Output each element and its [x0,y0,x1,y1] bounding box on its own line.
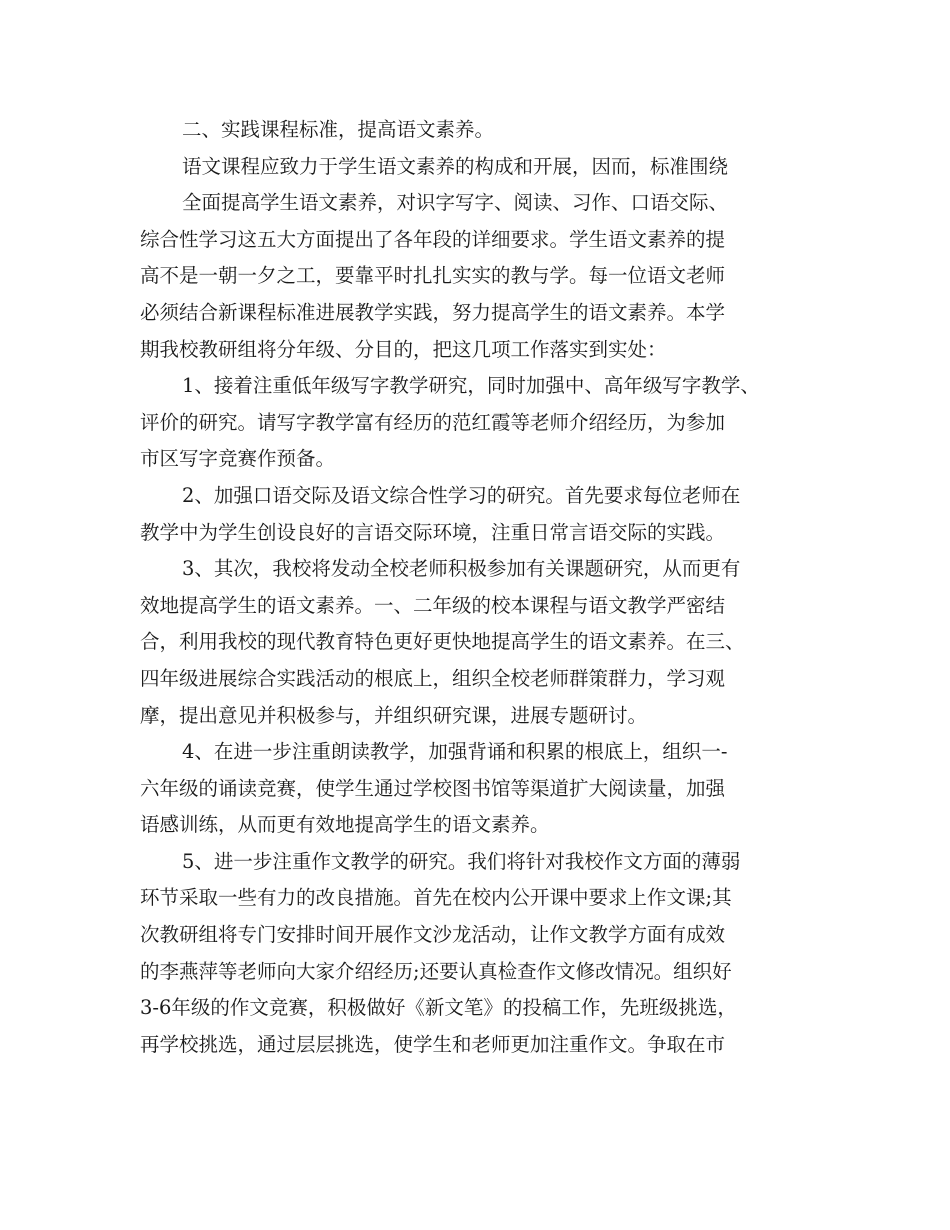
document-body [140,112,820,1063]
text-line: 的李燕萍等老师向大家介绍经历;还要认真检查作文修改情况。组织好 [140,959,732,983]
text-line: 合，利用我校的现代教育特色更好更快地提高学生的语文素养。在三、 [140,630,745,654]
text-line: 环节采取一些有力的改良措施。首先在校内公开课中要求上作文课;其 [140,886,732,910]
text-line: 四年级进展综合实践活动的根底上，组织全校老师群策群力，学习观 [140,666,726,690]
text-line: 4、在进一步注重朗读教学，加强背诵和积累的根底上，组织一- [182,740,728,764]
text-line: 评价的研究。请写字教学富有经历的范红霞等老师介绍经历，为参加 [140,410,726,434]
text-line: 全面提高学生语文素养，对识字写字、阅读、习作、口语交际、 [182,191,729,215]
text-line: 摩，提出意见并积极参与，并组织研究课，进展专题研讨。 [140,703,648,727]
text-line: 语文课程应致力于学生语文素养的构成和开展，因而，标准围绕 [182,154,729,178]
text-line: 教学中为学生创设良好的言语交际环境，注重日常言语交际的实践。 [140,520,726,544]
text-line: 六年级的诵读竞赛，使学生通过学校图书馆等渠道扩大阅读量，加强 [140,776,726,800]
text-line: 1、接着注重低年级写字教学研究，同时加强中、高年级写字教学、 [182,374,760,398]
text-line: 二、实践课程标准，提高语文素养。 [182,118,495,141]
text-line: 期我校教研组将分年级、分目的，把这几项工作落实到实处： [140,337,667,361]
text-line: 次教研组将专门安排时间开展作文沙龙活动，让作文教学方面有成效 [140,923,726,947]
text-line: 效地提高学生的语文素养。一、二年级的校本课程与语文教学严密结 [140,593,726,617]
text-line: 2、加强口语交际及语文综合性学习的研究。首先要求每位老师在 [182,483,741,507]
text-line: 5、进一步注重作文教学的研究。我们将针对我校作文方面的薄弱 [182,849,741,873]
text-line: 必须结合新课程标准进展教学实践，努力提高学生的语文素养。本学 [140,300,726,324]
text-line: 3、其次，我校将发动全校老师积极参加有关课题研究，从而更有 [182,557,741,581]
text-line: 市区写字竞赛作预备。 [140,447,336,471]
text-line: 3-6年级的作文竞赛，积极做好《新文笔》的投稿工作，先班级挑选， [140,996,737,1020]
text-line: 高不是一朝一夕之工，要靠平时扎扎实实的教与学。每一位语文老师 [140,264,726,288]
text-line: 语感训练，从而更有效地提高学生的语文素养。 [140,813,550,837]
text-line: 综合性学习这五大方面提出了各年段的详细要求。学生语文素养的提 [140,227,726,251]
text-line: 再学校挑选，通过层层挑选，使学生和老师更加注重作文。争取在市 [140,1032,726,1056]
